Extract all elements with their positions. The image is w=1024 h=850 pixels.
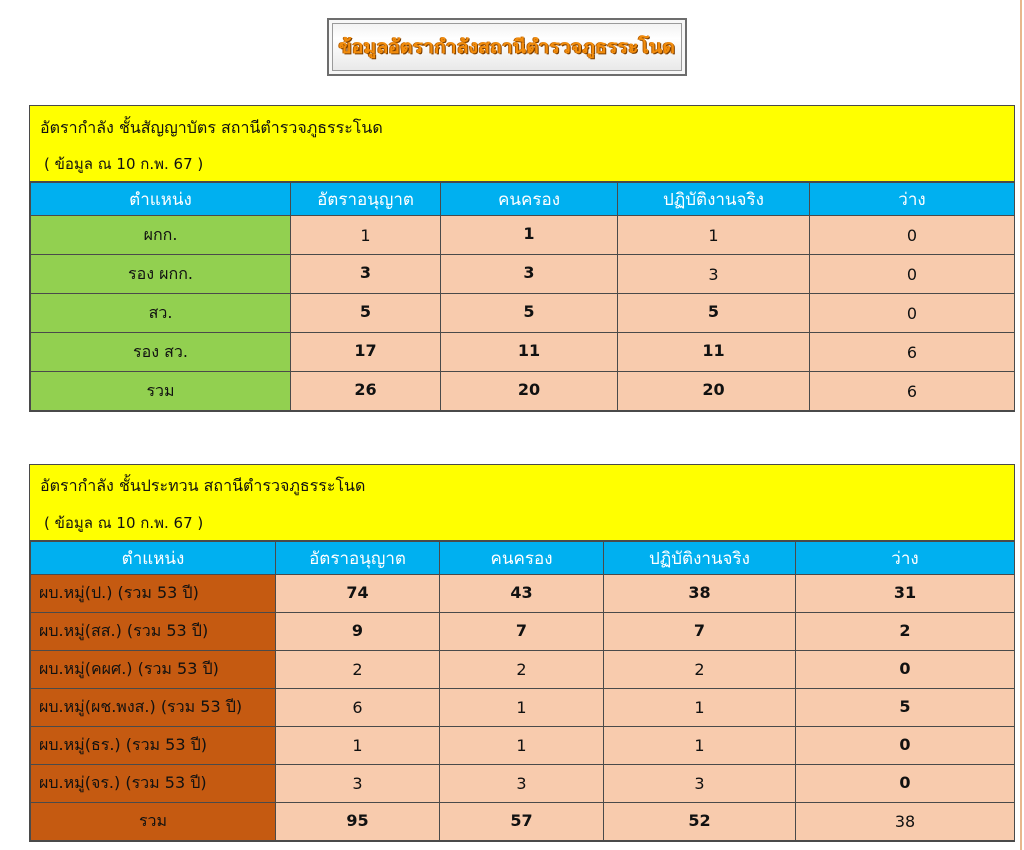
officer-column-header-row	[31, 183, 1015, 216]
vacant-cell: 0	[796, 651, 1015, 689]
column-header-position: ตำแหน่ง	[31, 183, 291, 216]
table-row	[31, 575, 1015, 613]
working-cell: 3	[618, 255, 810, 294]
position-cell-total: รวม	[31, 803, 276, 841]
working-cell: 1	[604, 689, 796, 727]
table-row-total	[31, 372, 1015, 411]
nco-data-grid	[30, 541, 1015, 841]
table-row-total	[31, 803, 1015, 841]
authorized-cell: 9	[276, 613, 440, 651]
authorized-cell: 74	[276, 575, 440, 613]
position-cell: ผบ.หมู่(ธร.) (รวม 53 ปี)	[31, 727, 276, 765]
vacant-cell: 2	[796, 613, 1015, 651]
held-cell: 5	[441, 294, 618, 333]
position-cell: ผบ.หมู่(จร.) (รวม 53 ปี)	[31, 765, 276, 803]
officer-table-heading: อัตรากำลัง ชั้นสัญญาบัตร สถานีตำรวจภูธรระโนด	[40, 118, 383, 137]
held-cell: 1	[440, 727, 604, 765]
table-row	[31, 651, 1015, 689]
position-cell: ผบ.หมู่(สส.) (รวม 53 ปี)	[31, 613, 276, 651]
working-cell: 52	[604, 803, 796, 841]
officer-strength-table	[29, 105, 1015, 412]
working-cell: 7	[604, 613, 796, 651]
column-header-held: คนครอง	[440, 542, 604, 575]
vacant-cell: 31	[796, 575, 1015, 613]
vacant-cell: 0	[810, 216, 1015, 255]
held-cell: 2	[440, 651, 604, 689]
nco-table-heading: อัตรากำลัง ชั้นประทวน สถานีตำรวจภูธรระโนด	[40, 476, 366, 495]
working-cell: 3	[604, 765, 796, 803]
vacant-cell: 6	[810, 333, 1015, 372]
table-row	[31, 294, 1015, 333]
vacant-cell: 0	[810, 255, 1015, 294]
authorized-cell: 5	[291, 294, 441, 333]
authorized-cell: 95	[276, 803, 440, 841]
officer-table-date-note: ( ข้อมูล ณ 10 ก.พ. 67 )	[44, 155, 204, 173]
position-cell: ผบ.หมู่(คผศ.) (รวม 53 ปี)	[31, 651, 276, 689]
officer-table-header	[30, 106, 1014, 182]
position-cell: รอง สว.	[31, 333, 291, 372]
authorized-cell: 3	[291, 255, 441, 294]
authorized-cell: 2	[276, 651, 440, 689]
officer-data-grid	[30, 182, 1015, 411]
page-title: ข้อมูลอัตรากำลังสถานีตำรวจภูธรระโนด	[338, 36, 676, 58]
column-header-authorized: อัตราอนุญาต	[291, 183, 441, 216]
vacant-cell: 0	[796, 765, 1015, 803]
held-cell: 43	[440, 575, 604, 613]
nco-strength-table	[29, 464, 1015, 842]
position-cell: รอง ผกก.	[31, 255, 291, 294]
held-cell: 3	[440, 765, 604, 803]
working-cell: 1	[604, 727, 796, 765]
column-header-vacant: ว่าง	[796, 542, 1015, 575]
nco-table-header	[30, 465, 1014, 541]
nco-column-header-row	[31, 542, 1015, 575]
working-cell: 20	[618, 372, 810, 411]
page-title-box	[327, 18, 687, 76]
table-row	[31, 765, 1015, 803]
vacant-cell: 5	[796, 689, 1015, 727]
table-row	[31, 613, 1015, 651]
authorized-cell: 26	[291, 372, 441, 411]
table-row	[31, 333, 1015, 372]
authorized-cell: 3	[276, 765, 440, 803]
column-header-position: ตำแหน่ง	[31, 542, 276, 575]
working-cell: 2	[604, 651, 796, 689]
held-cell: 1	[440, 689, 604, 727]
working-cell: 11	[618, 333, 810, 372]
working-cell: 5	[618, 294, 810, 333]
column-header-authorized: อัตราอนุญาต	[276, 542, 440, 575]
table-row	[31, 727, 1015, 765]
vacant-cell: 6	[810, 372, 1015, 411]
column-header-held: คนครอง	[441, 183, 618, 216]
column-header-working: ปฏิบัติงานจริง	[604, 542, 796, 575]
held-cell: 20	[441, 372, 618, 411]
authorized-cell: 1	[276, 727, 440, 765]
position-cell: ผบ.หมู่(ผช.พงส.) (รวม 53 ปี)	[31, 689, 276, 727]
held-cell: 1	[441, 216, 618, 255]
vacant-cell: 0	[810, 294, 1015, 333]
position-cell: ผกก.	[31, 216, 291, 255]
vacant-cell: 38	[796, 803, 1015, 841]
authorized-cell: 6	[276, 689, 440, 727]
authorized-cell: 1	[291, 216, 441, 255]
working-cell: 1	[618, 216, 810, 255]
nco-table-date-note: ( ข้อมูล ณ 10 ก.พ. 67 )	[44, 514, 204, 532]
position-cell-total: รวม	[31, 372, 291, 411]
page-right-border	[1020, 0, 1022, 850]
column-header-vacant: ว่าง	[810, 183, 1015, 216]
working-cell: 38	[604, 575, 796, 613]
position-cell: สว.	[31, 294, 291, 333]
table-row	[31, 216, 1015, 255]
held-cell: 57	[440, 803, 604, 841]
authorized-cell: 17	[291, 333, 441, 372]
held-cell: 7	[440, 613, 604, 651]
vacant-cell: 0	[796, 727, 1015, 765]
held-cell: 11	[441, 333, 618, 372]
table-row	[31, 255, 1015, 294]
held-cell: 3	[441, 255, 618, 294]
table-row	[31, 689, 1015, 727]
column-header-working: ปฏิบัติงานจริง	[618, 183, 810, 216]
position-cell: ผบ.หมู่(ป.) (รวม 53 ปี)	[31, 575, 276, 613]
